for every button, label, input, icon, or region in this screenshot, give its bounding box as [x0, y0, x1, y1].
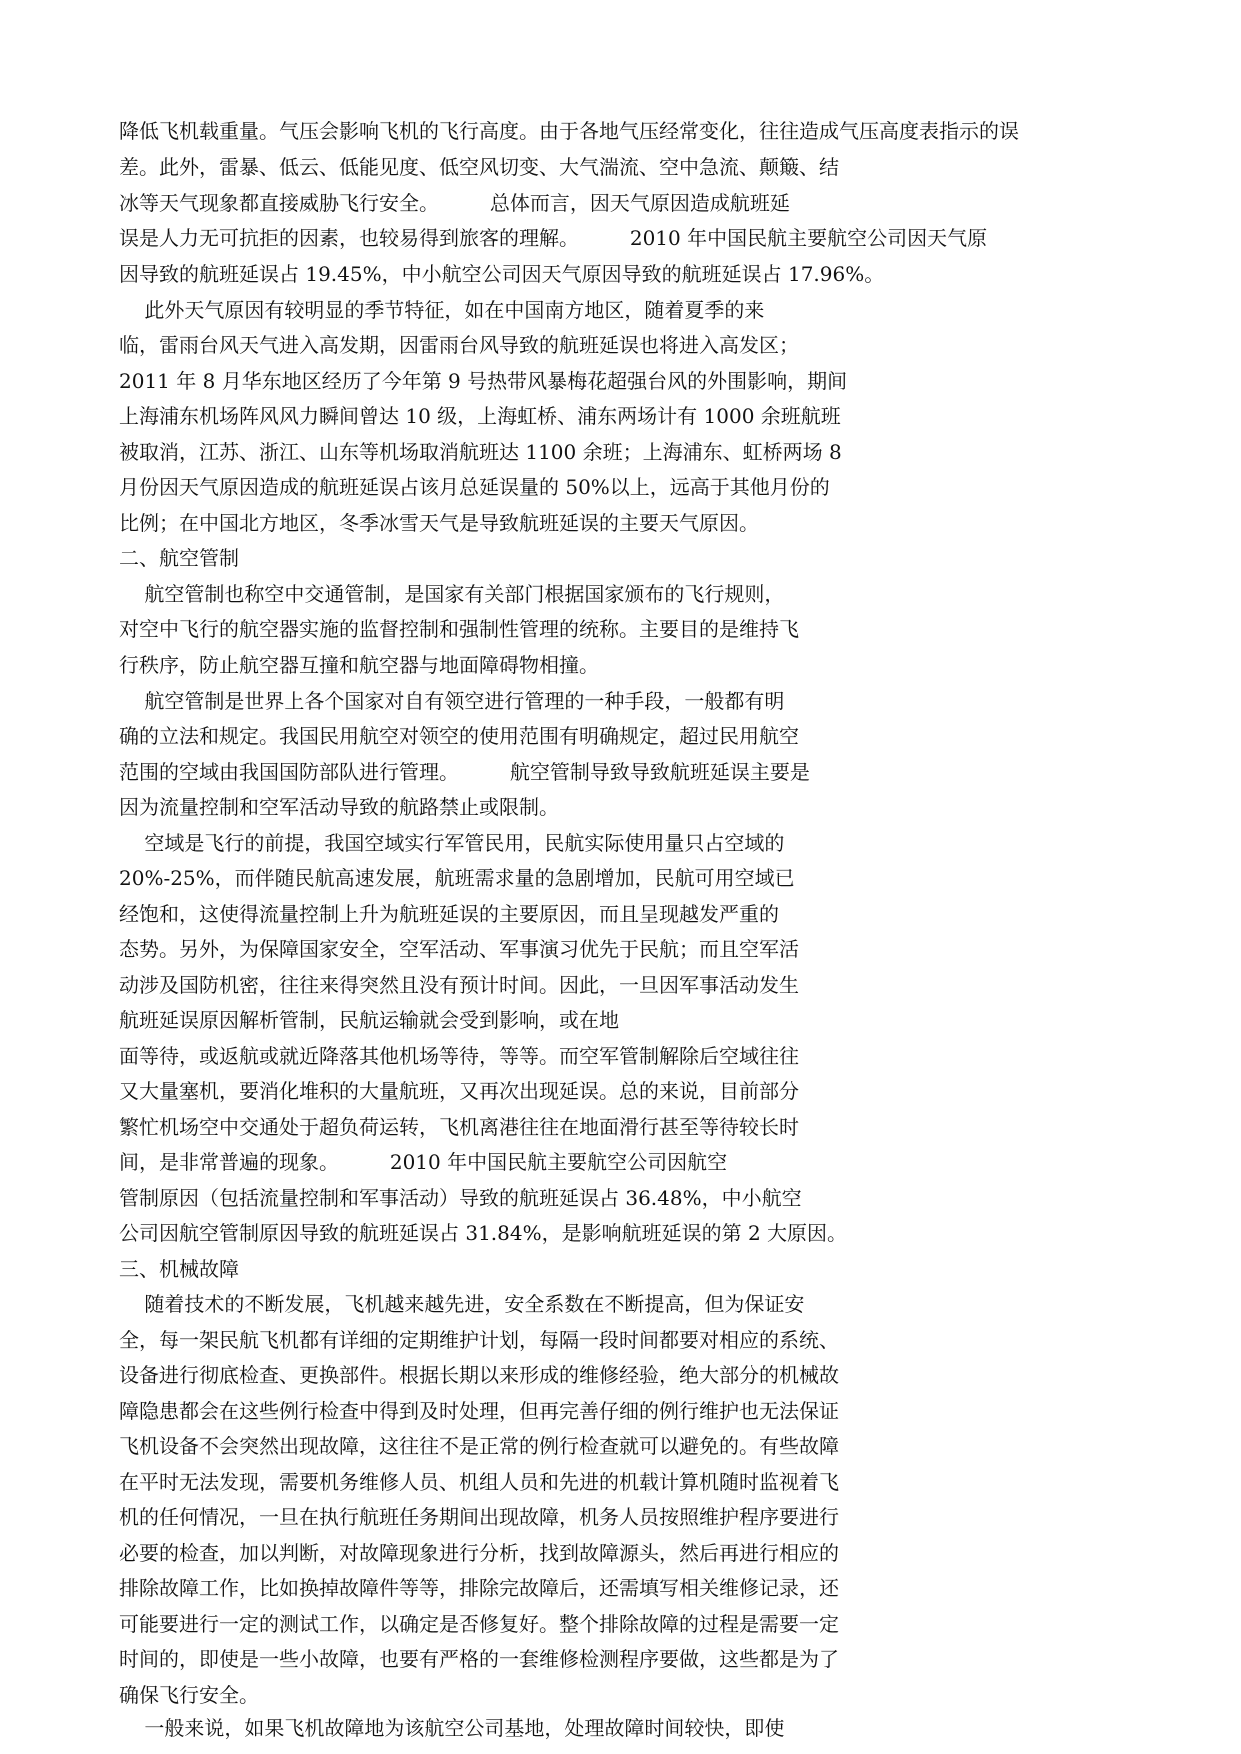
text-line: 随着技术的不断发展，飞机越来越先进，安全系数在不断提高，但为保证安	[119, 1292, 805, 1316]
section-heading: 三、机械故障	[119, 1257, 239, 1281]
text-line: 面等待，或返航或就近降落其他机场等待，等等。而空军管制解除后空域往往	[119, 1044, 799, 1068]
text-line: 动涉及国防机密，往往来得突然且没有预计时间。因此，一旦因军事活动发生	[119, 973, 799, 997]
text-line: 冰等天气现象都直接威胁飞行安全。 总体而言，因天气原因造成航班延	[119, 191, 790, 215]
text-line: 公司因航空管制原因导致的航班延误占 31.84%，是影响航班延误的第 2 大原因。	[119, 1221, 848, 1245]
text-line: 管制原因（包括流量控制和军事活动）导致的航班延误占 36.48%，中小航空	[119, 1186, 802, 1210]
text-line: 确保飞行安全。	[119, 1683, 259, 1707]
text-line: 经饱和，这使得流量控制上升为航班延误的主要原因，而且呈现越发严重的	[119, 902, 779, 926]
text-line: 全，每一架民航飞机都有详细的定期维护计划，每隔一段时间都要对相应的系统、	[119, 1328, 839, 1352]
text-line: 对空中飞行的航空器实施的监督控制和强制性管理的统称。主要目的是维持飞	[119, 617, 799, 641]
text-line: 降低飞机载重量。气压会影响飞机的飞行高度。由于各地气压经常变化，往往造成气压高度表指示的误	[119, 119, 1019, 143]
text-line: 比例；在中国北方地区，冬季冰雪天气是导致航班延误的主要天气原因。	[119, 511, 759, 535]
text-line: 设备进行彻底检查、更换部件。根据长期以来形成的维修经验，绝大部分的机械故	[119, 1363, 839, 1387]
text-line: 误是人力无可抗拒的因素，也较易得到旅客的理解。 2010 年中国民航主要航空公司因天气原	[119, 226, 988, 250]
text-line: 障隐患都会在这些例行检查中得到及时处理，但再完善仔细的例行维护也无法保证	[119, 1399, 839, 1423]
text-line: 间，是非常普遍的现象。 2010 年中国民航主要航空公司因航空	[119, 1150, 728, 1174]
text-line: 20%-25%，而伴随民航高速发展，航班需求量的急剧增加，民航可用空域已	[119, 866, 795, 890]
text-line: 空域是飞行的前提，我国空域实行军管民用，民航实际使用量只占空域的	[119, 831, 785, 855]
text-line: 确的立法和规定。我国民用航空对领空的使用范围有明确规定，超过民用航空	[119, 724, 799, 748]
text-line: 必要的检查，加以判断，对故障现象进行分析，找到故障源头，然后再进行相应的	[119, 1541, 839, 1565]
text-line: 机的任何情况，一旦在执行航班任务期间出现故障，机务人员按照维护程序要进行	[119, 1505, 839, 1529]
text-line: 行秩序，防止航空器互撞和航空器与地面障碍物相撞。	[119, 653, 599, 677]
text-line: 繁忙机场空中交通处于超负荷运转，飞机离港往往在地面滑行甚至等待较长时	[119, 1115, 799, 1139]
text-line: 因为流量控制和空军活动导致的航路禁止或限制。	[119, 795, 559, 819]
text-line: 因导致的航班延误占 19.45%，中小航空公司因天气原因导致的航班延误占 17.96%。	[119, 262, 885, 286]
text-line: 排除故障工作，比如换掉故障件等等，排除完故障后，还需填写相关维修记录，还	[119, 1576, 839, 1600]
text-line: 时间的，即使是一些小故障，也要有严格的一套维修检测程序要做，这些都是为了	[119, 1647, 839, 1671]
text-line: 在平时无法发现，需要机务维修人员、机组人员和先进的机载计算机随时监视着飞	[119, 1470, 839, 1494]
text-line: 又大量塞机，要消化堆积的大量航班，又再次出现延误。总的来说，目前部分	[119, 1079, 799, 1103]
text-line: 月份因天气原因造成的航班延误占该月总延误量的 50%以上，远高于其他月份的	[119, 475, 830, 499]
text-line: 态势。另外，为保障国家安全，空军活动、军事演习优先于民航；而且空军活	[119, 937, 799, 961]
text-line: 差。此外，雷暴、低云、低能见度、低空风切变、大气湍流、空中急流、颠簸、结	[119, 155, 839, 179]
text-line: 航空管制是世界上各个国家对自有领空进行管理的一种手段，一般都有明	[119, 689, 785, 713]
text-line: 上海浦东机场阵风风力瞬间曾达 10 级，上海虹桥、浦东两场计有 1000 余班航班	[119, 404, 841, 428]
text-line: 可能要进行一定的测试工作，以确定是否修复好。整个排除故障的过程是需要一定	[119, 1612, 839, 1636]
text-line: 被取消，江苏、浙江、山东等机场取消航班达 1100 余班；上海浦东、虹桥两场 8	[119, 440, 842, 464]
text-line: 一般来说，如果飞机故障地为该航空公司基地，处理故障时间较快，即使	[119, 1716, 785, 1740]
text-line: 范围的空域由我国国防部队进行管理。 航空管制导致导致航班延误主要是	[119, 760, 810, 784]
text-line: 此外天气原因有较明显的季节特征，如在中国南方地区，随着夏季的来	[119, 298, 765, 322]
text-line: 2011 年 8 月华东地区经历了今年第 9 号热带风暴梅花超强台风的外围影响，期间	[119, 369, 848, 393]
section-heading: 二、航空管制	[119, 546, 239, 570]
text-line: 航空管制也称空中交通管制，是国家有关部门根据国家颁布的飞行规则，	[119, 582, 785, 606]
text-line: 临，雷雨台风天气进入高发期，因雷雨台风导致的航班延误也将进入高发区；	[119, 333, 799, 357]
text-line: 航班延误原因解析管制，民航运输就会受到影响，或在地	[119, 1008, 619, 1032]
text-line: 飞机设备不会突然出现故障，这往往不是正常的例行检查就可以避免的。有些故障	[119, 1434, 839, 1458]
